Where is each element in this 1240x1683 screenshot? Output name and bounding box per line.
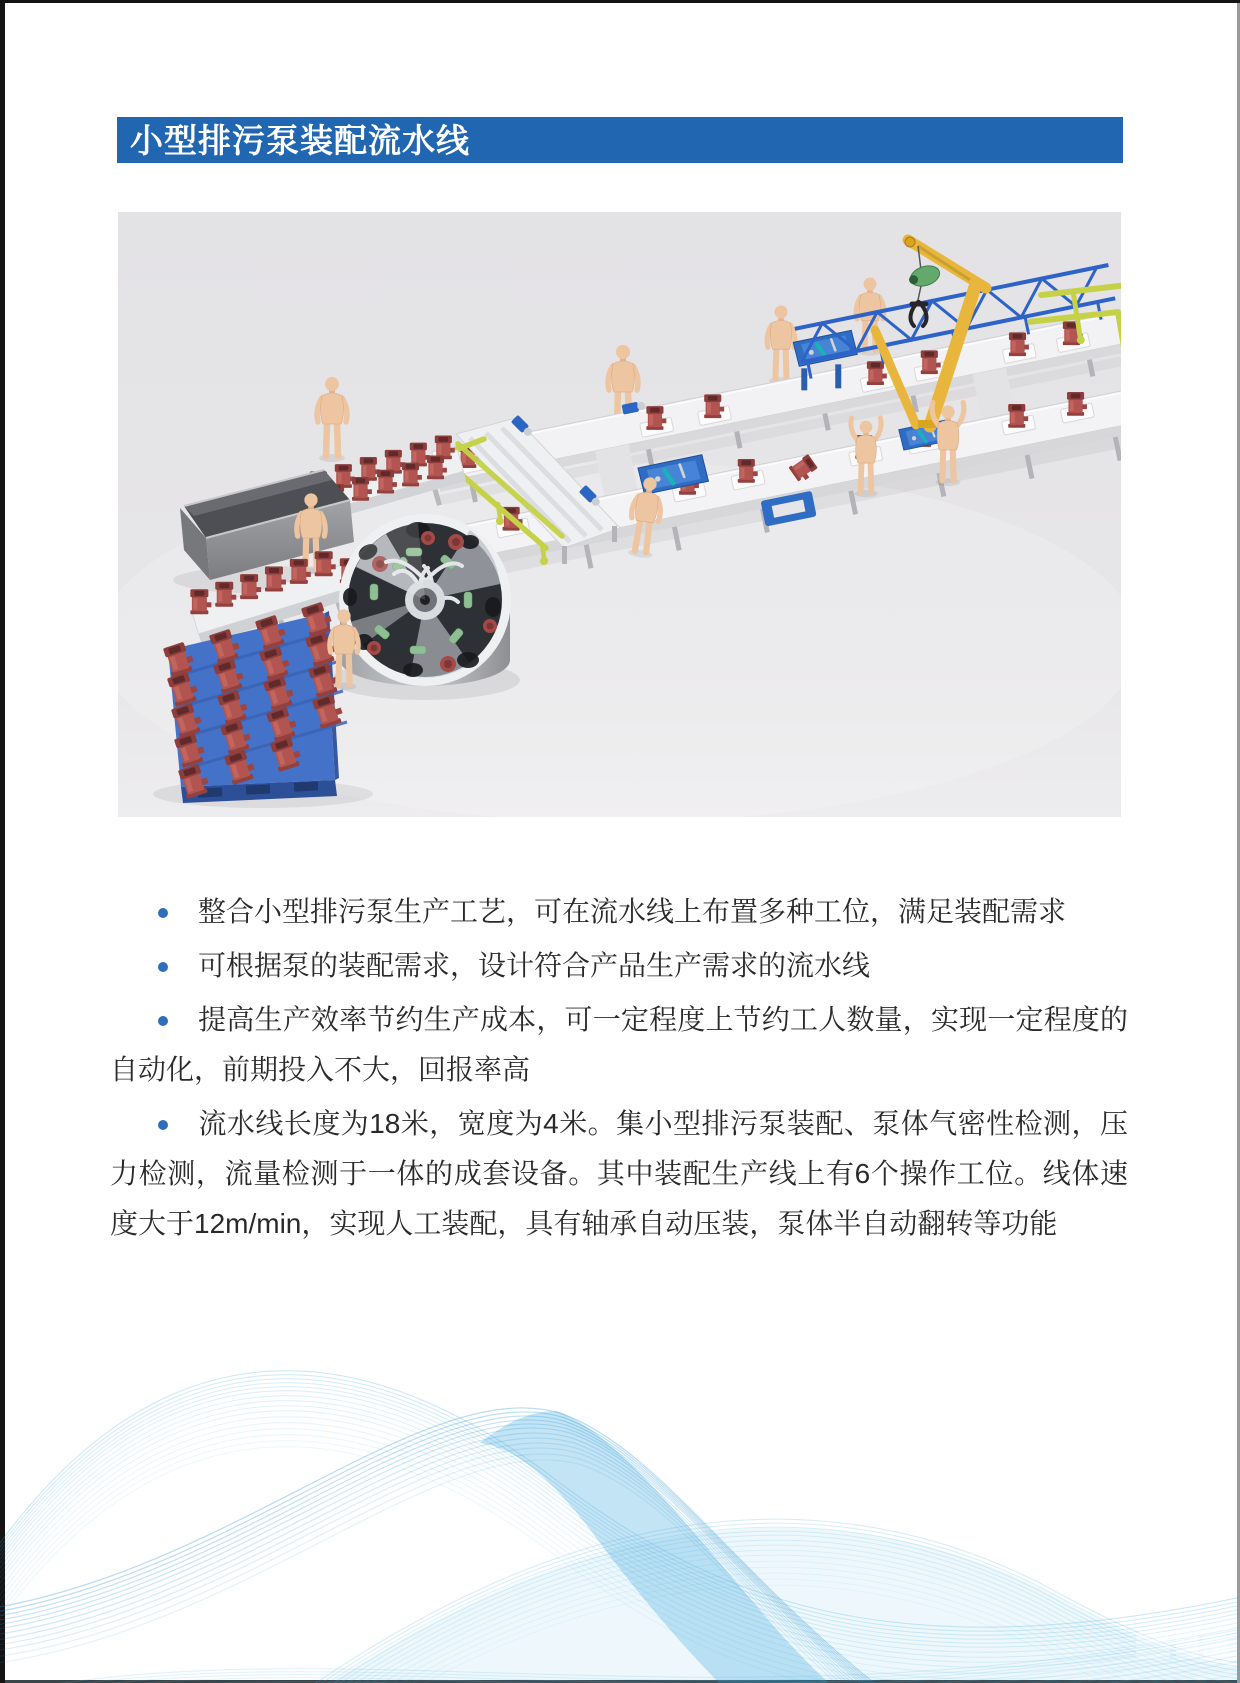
list-item bbox=[110, 887, 1128, 937]
bullet-icon bbox=[158, 1120, 168, 1130]
list-item-text: 流水线长度为18米，宽度为4米。集小型排污泵装配、泵体气密性检测，压力检测，流量检测于一体的成套设备。其中装配生产线上有6个操作工位。线体速度大于12m/min，实现人工装配，具有轴承自动压装，泵体半自动翻转等功能 bbox=[110, 1108, 1128, 1239]
wave-decoration bbox=[0, 1283, 1240, 1683]
list-item bbox=[110, 941, 1128, 991]
list-item-text: 整合小型排污泵生产工艺，可在流水线上布置多种工位，满足装配需求 bbox=[198, 896, 1067, 927]
list-item-text: 提高生产效率节约生产成本，可一定程度上节约工人数量，实现一定程度的自动化，前期投入不大，回报率高 bbox=[110, 1004, 1128, 1085]
bullet-icon bbox=[158, 1016, 168, 1026]
page-title: 小型排污泵装配流水线 bbox=[130, 122, 470, 159]
bullet-icon bbox=[158, 908, 168, 918]
feature-list bbox=[110, 887, 1128, 1253]
product-figure bbox=[118, 212, 1121, 817]
bullet-icon bbox=[158, 962, 168, 972]
list-item bbox=[110, 1099, 1128, 1249]
list-item-text: 可根据泵的装配需求，设计符合产品生产需求的流水线 bbox=[198, 950, 871, 981]
watermark bbox=[1134, 1619, 1230, 1665]
assembly-line-illustration bbox=[118, 212, 1121, 817]
section-header-bar bbox=[117, 117, 1123, 163]
list-item bbox=[110, 995, 1128, 1095]
